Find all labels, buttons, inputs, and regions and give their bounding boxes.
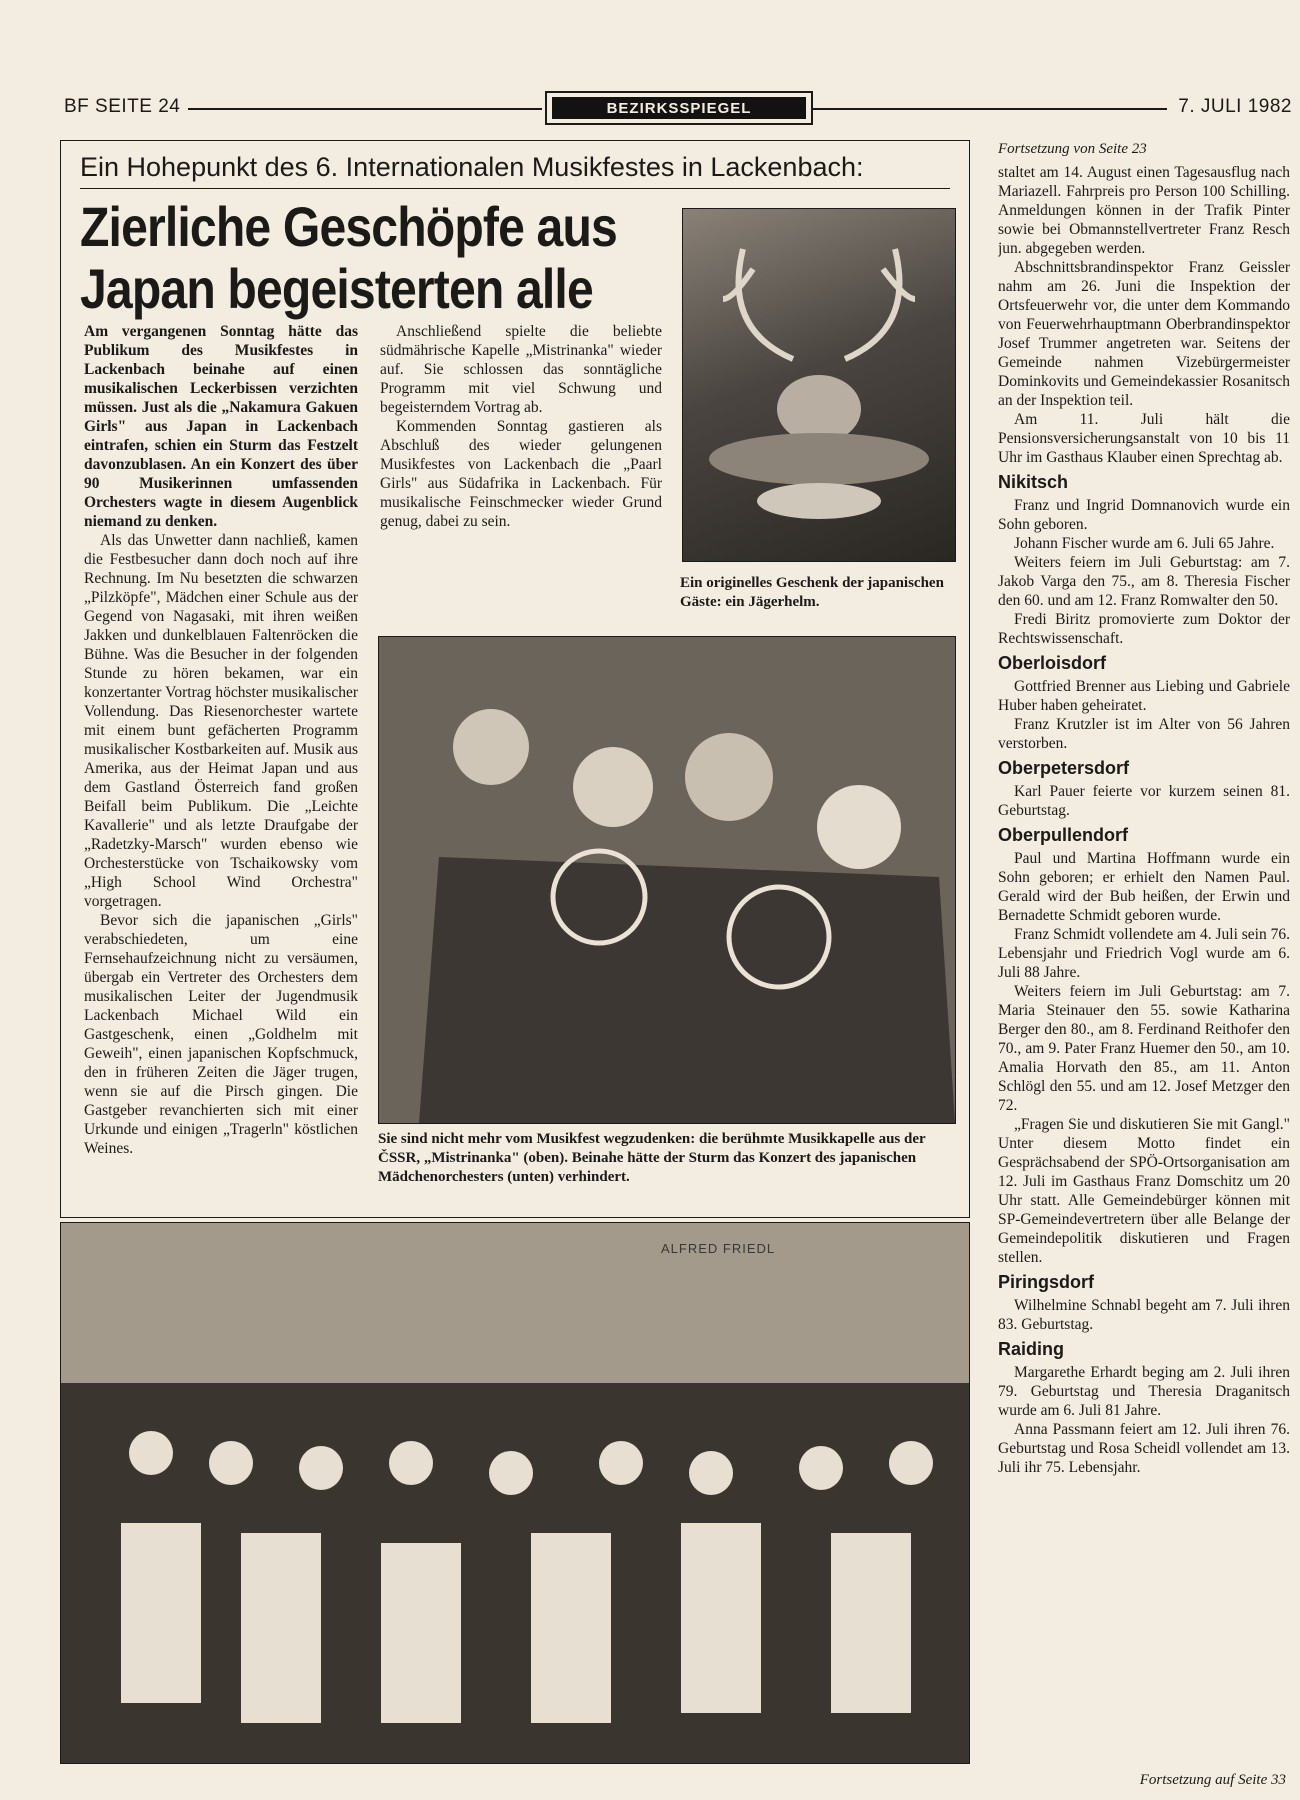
headline-line-1: Zierliche Geschöpfe aus — [80, 195, 617, 258]
body-paragraph: Als das Unwetter dann nachließ, kamen die Festbesucher dann doch noch auf ihre Rechnung. Im Nu besetzten die schwarzen „Pilzköpfe", Mädchen einer Schule aus der Gegend von Nagasaki, mit ihren weißen Jakken und dunkelblauen Faltenröcken die Bühne. Was die Besucher in der folgenden Stunde zu hören bekamen, war ein konzertanter Vortrag höchster musikalischer Vollendung. Das Riesenorchester wartete mit einem bunt gefächerten Programm musikalischer Kostbarkeiten auf. Musik aus Amerika, aus der Heimat Japan und aus dem Gastland Österreich fand großen Beifall beim Publikum. Die „Leichte Kavallerie" und als letzte Draufgabe der „Radetzky-Marsch" wurden ebenso wie Orchesterstücke von Tschaikowsky vom „High School Wind Orchestra" vorgetragen. — [84, 532, 358, 910]
musician-head — [453, 709, 529, 785]
band-caption: Sie sind nicht mehr vom Musikfest wegzudenken: die berühmte Musikkapelle aus der ČSSR, „Mistrinanka" (oben). Beinahe hätte der Sturm das Konzert des japanischen Mädchenorchesters (unten) verhindert. — [378, 1131, 926, 1185]
news-paragraph: Abschnittsbrandinspektor Franz Geissler nahm am 26. Juni die Inspektion der Ortsfeuerwehr vor, die unter dem Kommando von Feuerwehrhauptmann Oberbrandinspektor Josef Trummer angetreten war. Seitens der Gemeinde nahmen Vizebürgermeister Dominkovits und Gemeindekassier Rosanitsch an der Inspektion teil. — [998, 259, 1290, 409]
news-paragraph: Karl Pauer feierte vor kurzem seinen 81. Geburtstag. — [998, 783, 1290, 819]
tent-background — [61, 1223, 969, 1383]
news-paragraph: Am 11. Juli hält die Pensionsversicherungsanstalt von 10 bis 11 Uhr im Gasthaus Klauber einen Sprechtag ab. — [998, 411, 1290, 466]
news-paragraph: „Fragen Sie und diskutieren Sie mit Gangl." Unter diesem Motto findet ein Gesprächsabend der SPÖ-Ortsorganisation am 12. Juli im Gasthaus Franz Domschitz um 20 Uhr statt. Alle Gemeindebürger können mit SP-Gemeindevertretern über alle Belange der Gemeindepolitik diskutieren und Fragen stellen. — [998, 1116, 1290, 1266]
section-heading-raiding: Raiding — [998, 1339, 1064, 1359]
helmet-illustration — [683, 209, 955, 561]
section-badge — [545, 91, 813, 125]
musicians-bodies — [419, 857, 955, 1123]
band-photo — [378, 636, 956, 1124]
helmet-crown — [777, 375, 861, 443]
page-date: 7. JULI 1982 — [1178, 96, 1292, 117]
section-heading-oberpetersdorf: Oberpetersdorf — [998, 758, 1130, 778]
news-paragraph: Wilhelmine Schnabl begeht am 7. Juli ihren 83. Geburtstag. — [998, 1297, 1290, 1333]
body-paragraph: Kommenden Sonntag gastieren als Abschluß des wieder gelungenen Musikfestes von Lackenbach die „Paarl Girls" aus Südafrika in Lackenbach. Für musikalische Feinschmecker wieder Grund genug, dabei zu sein. — [380, 418, 662, 530]
news-paragraph: Johann Fischer wurde am 6. Juli 65 Jahre. — [1014, 535, 1275, 552]
article-kicker: Ein Hohepunkt des 6. Internationalen Musikfestes in Lackenbach: — [80, 152, 864, 182]
article-headline — [80, 195, 617, 320]
article-column-1 — [84, 322, 358, 1202]
section-heading-oberpullendorf: Oberpullendorf — [998, 825, 1128, 845]
helmet-photo — [682, 208, 956, 562]
helmet-brim — [709, 433, 929, 485]
musician-head — [685, 733, 773, 821]
musician-head — [817, 785, 901, 869]
orchestra-photo — [60, 1222, 970, 1764]
news-paragraph: Margarethe Erhardt beging am 2. Juli ihren 79. Geburtstag und Theresia Draganitsch wurde am 6. Juli 81 Jahre. — [998, 1364, 1290, 1419]
musician-head — [573, 747, 653, 827]
helmet-base — [757, 483, 881, 519]
news-paragraph: Franz und Ingrid Domnanovich wurde ein Sohn geboren. — [998, 497, 1290, 533]
page-folio: BF SEITE 24 — [64, 96, 181, 117]
helmet-caption: Ein originelles Geschenk der japanischen Gäste: ein Jägerhelm. — [680, 575, 944, 610]
kicker-rule — [80, 188, 950, 189]
news-paragraph: Gottfried Brenner aus Liebing und Gabriele Huber haben geheiratet. — [998, 678, 1290, 714]
news-paragraph: Weiters feiern im Juli Geburtstag: am 7. Maria Steinauer den 55. sowie Katharina Berger den 80., am 8. Ferdinand Reithofer den 70., am 9. Pater Franz Huemer den 50., am 10. Amalia Horvath den 85., am 11. Anton Schlögl den 55. und am 12. Josef Metzger den 72. — [998, 983, 1290, 1114]
continued-from: Fortsetzung von Seite 23 — [998, 141, 1147, 157]
lead-paragraph: Am vergangenen Sonntag hätte das Publikum des Musikfestes in Lackenbach beinahe auf einen musikalischen Leckerbissen verzichten müssen. Just als die „Nakamura Gakuen Girls" aus Japan in Lackenbach eintrafen, schien ein Sturm das Festzelt davonzublasen. An ein Konzert des über 90 Musikerinnen umfassenden Orchesters wagte in diesem Augenblick niemand zu denken. — [84, 323, 358, 530]
band-illustration — [379, 637, 955, 1123]
news-paragraph: Fredi Biritz promovierte zum Doktor der Rechtswissenschaft. — [998, 611, 1290, 647]
section-heading-oberloisdorf: Oberloisdorf — [998, 653, 1107, 673]
news-paragraph: Franz Krutzler ist im Alter von 56 Jahren verstorben. — [998, 716, 1290, 752]
header-rule-left — [188, 108, 542, 110]
article-column-2 — [380, 322, 662, 614]
orchestra-banner-text: ALFRED FRIEDL — [661, 1241, 776, 1256]
news-paragraph: Paul und Martina Hoffmann wurde ein Sohn geboren; er erhielt den Namen Paul. Gerald wird der Bub heißen, der Erwin und Bernadette Schmidt geboren wurde. — [998, 850, 1290, 924]
body-paragraph: Bevor sich die japanischen „Girls" verabschiedeten, um eine Fernsehaufzeichnung nicht zu versäumen, übergab ein Vertreter des Orchesters dem musikalischen Leiter der Jugendmusik Lackenbach Michael Wild ein Gastgeschenk, einen „Goldhelm mit Geweih", einen japanischen Kopfschmuck, den in früheren Zeiten die Jäger trugen, wenn sie auf die Pirsch gingen. Die Gastgeber revanchierten sich mit einer Urkunde und einigen „Tragerln" köstlichen Weines. — [84, 912, 358, 1157]
header-rule-right — [812, 108, 1167, 110]
news-paragraph: Weiters feiern im Juli Geburtstag: am 7. Jakob Varga den 75., am 8. Theresia Fischer den 60. und am 12. Franz Romwalter den 50. — [998, 554, 1290, 609]
continued-on: Fortsetzung auf Seite 33 — [1139, 1772, 1286, 1788]
section-heading-nikitsch: Nikitsch — [998, 472, 1069, 492]
antler-shape — [723, 249, 915, 359]
news-paragraph: staltet am 14. August einen Tagesausflug nach Mariazell. Fahrpreis pro Person 100 Schilling. Anmeldungen können in der Trafik Pinter sowie bei Obmannstellvertreter Franz Resch jun. abgegeben werden. — [998, 164, 1290, 257]
news-paragraph: Franz Schmidt vollendete am 4. Juli sein 76. Lebensjahr und Friedrich Vogl wurde am 6. Juli 88 Jahre. — [998, 926, 1290, 981]
orchestra-illustration — [61, 1223, 969, 1763]
news-paragraph: Anna Passmann feiert am 12. Juli ihren 76. Geburtstag und Rosa Scheidl vollendet am 13. Juli ihr 75. Lebensjahr. — [998, 1421, 1290, 1476]
body-paragraph: Anschließend spielte die beliebte südmährische Kapelle „Mistrinanka" wieder auf. Sie schlossen das sonntägliche Programm mit viel Schwung und begeisterndem Vortrag ab. — [380, 323, 662, 416]
section-title: BEZIRKSSPIEGEL — [552, 97, 806, 119]
headline-line-2: Japan begeisterten alle — [80, 257, 593, 320]
local-news-column — [998, 140, 1290, 1776]
section-heading-piringsdorf: Piringsdorf — [998, 1272, 1095, 1292]
